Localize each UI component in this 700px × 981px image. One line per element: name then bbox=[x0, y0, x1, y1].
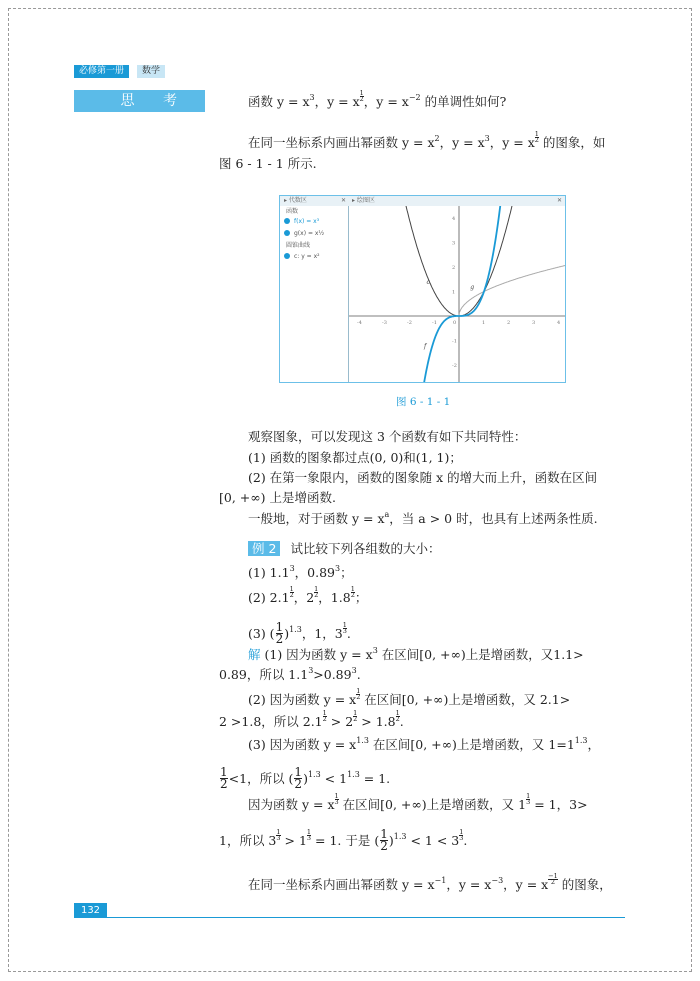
exponent: 3 bbox=[309, 93, 315, 102]
fraction-exponent bbox=[322, 708, 327, 723]
close-icon[interactable]: ✕ bbox=[340, 197, 346, 204]
x-tick-label: -2 bbox=[407, 320, 412, 326]
y-tick-label: 2 bbox=[452, 265, 456, 271]
text-run: 图 6 - 1 - 1 所示. bbox=[219, 156, 317, 171]
fraction-exponent bbox=[548, 871, 558, 886]
text-run: 的单调性如何? bbox=[420, 94, 507, 109]
fraction-part: 1 bbox=[356, 686, 361, 695]
visibility-dot[interactable] bbox=[284, 253, 290, 259]
exponent: 1.3 bbox=[356, 736, 369, 745]
text-line bbox=[219, 824, 468, 853]
y-tick-label: 1 bbox=[452, 289, 456, 296]
fraction-part: 2 bbox=[359, 95, 364, 103]
text-run: ，y = x bbox=[503, 877, 549, 892]
text-run: = 1，3> bbox=[530, 797, 588, 812]
text-line bbox=[248, 791, 588, 813]
fraction-exponent bbox=[353, 708, 358, 723]
text-run: < 1 < 3 bbox=[406, 833, 460, 848]
text-run: 2 >1.8，所以 2.1 bbox=[219, 714, 323, 729]
exponent: a bbox=[384, 510, 390, 519]
text-run: = 1. bbox=[359, 771, 391, 786]
fraction-exponent bbox=[306, 827, 312, 842]
exponent: 1.3 bbox=[574, 736, 588, 745]
text-run: ，2 bbox=[293, 590, 315, 605]
text-run: ) bbox=[284, 626, 290, 641]
x-tick-label: 0 bbox=[453, 320, 457, 326]
text-run: 一般地，对于函数 y = x bbox=[248, 511, 385, 526]
solution-label: 解 bbox=[248, 647, 261, 662]
text-run: ，y = x bbox=[489, 135, 535, 150]
exponent: 1.3 bbox=[289, 625, 302, 634]
text-line bbox=[248, 129, 606, 151]
example-label: 例 2 bbox=[248, 541, 280, 556]
text-line bbox=[219, 708, 404, 730]
fraction-exponent bbox=[526, 791, 531, 806]
fraction-part: 2 bbox=[550, 878, 556, 886]
exponent: 3 bbox=[308, 666, 314, 675]
fraction-part: 2 bbox=[350, 591, 355, 599]
fraction-part: 1 bbox=[459, 827, 464, 836]
fraction-part: 1 bbox=[395, 708, 400, 717]
text-run: ，y = x bbox=[314, 94, 360, 109]
f-entry[interactable] bbox=[284, 218, 319, 226]
exponent: 2 bbox=[434, 134, 440, 143]
fraction-exponent bbox=[314, 584, 319, 599]
text-run: ，1，3 bbox=[301, 626, 343, 641]
group-curves: 圆锥曲线 bbox=[286, 242, 311, 249]
text-line bbox=[248, 470, 597, 486]
y-tick-label: 3 bbox=[452, 240, 456, 247]
curve-label: c bbox=[426, 279, 430, 287]
text-run: ) bbox=[303, 771, 308, 786]
exponent: −3 bbox=[491, 876, 504, 885]
fraction-part: 3 bbox=[276, 834, 281, 842]
algebra-panel-title: ▸ 代数区 ✕ bbox=[280, 196, 348, 206]
text-run: ，y = x bbox=[363, 94, 409, 109]
text-run: = 1. 于是 ( bbox=[311, 833, 380, 848]
visibility-dot[interactable] bbox=[284, 230, 290, 236]
f-label: f(x) = x³ bbox=[294, 218, 320, 225]
text-run: 在区间[0, +∞)上是增函数，又1.1> bbox=[377, 647, 584, 662]
graph-plot bbox=[349, 206, 565, 382]
text-run: (3) ( bbox=[248, 626, 275, 641]
fraction-part: 1 bbox=[289, 584, 294, 593]
text-line bbox=[248, 617, 351, 646]
fraction-exponent bbox=[276, 827, 281, 842]
fraction-part: 2 bbox=[534, 136, 539, 144]
fraction-part: −1 bbox=[548, 871, 558, 880]
text-line bbox=[219, 490, 336, 506]
text-run: <1，所以 ( bbox=[228, 771, 294, 786]
fraction-exponent bbox=[356, 686, 361, 701]
text-line bbox=[248, 565, 353, 581]
text-run: 的图象， bbox=[557, 877, 612, 892]
fraction-exponent bbox=[350, 584, 355, 599]
visibility-dot[interactable] bbox=[284, 218, 290, 224]
fraction-part: 2 bbox=[314, 591, 319, 599]
footer-rule bbox=[107, 917, 625, 918]
fraction-part: 2 bbox=[322, 715, 327, 723]
fraction-part: 1 bbox=[353, 708, 358, 717]
c-label: c: y = x² bbox=[294, 253, 320, 260]
text-run: . bbox=[356, 667, 361, 682]
fraction-part: 1 bbox=[306, 827, 312, 836]
fraction-part: 2 bbox=[380, 839, 388, 853]
fraction-part: 1 bbox=[359, 88, 364, 97]
x-tick-label: 4 bbox=[557, 320, 561, 326]
algebra-title: 代数区 bbox=[288, 197, 307, 204]
text-line bbox=[248, 737, 600, 753]
text-run: . bbox=[399, 714, 404, 729]
exponent: −1 bbox=[434, 876, 447, 885]
text-run: ，y = x bbox=[439, 135, 485, 150]
x-tick-label: 2 bbox=[507, 320, 511, 326]
fraction-part: 3 bbox=[526, 798, 531, 806]
y-tick-label: -1 bbox=[452, 338, 457, 345]
fraction-part: 1 bbox=[380, 827, 388, 841]
text-line bbox=[219, 762, 391, 791]
text-line bbox=[248, 686, 571, 708]
fraction-part: 1 bbox=[526, 791, 531, 800]
exponent: 1.3 bbox=[347, 770, 360, 779]
text-run: . bbox=[346, 626, 351, 641]
y-tick-label: -2 bbox=[452, 363, 457, 369]
text-run: ； bbox=[354, 590, 368, 605]
fraction-part: 1 bbox=[334, 791, 339, 800]
x-tick-label: 3 bbox=[532, 320, 536, 326]
text-run: 函数 y = x bbox=[248, 94, 310, 109]
text-run: ，0.89 bbox=[294, 565, 335, 580]
text-line bbox=[248, 584, 368, 606]
text-run: ； bbox=[340, 565, 353, 580]
text-run: > 1.8 bbox=[357, 714, 396, 729]
x-tick-label: -4 bbox=[357, 320, 362, 326]
fraction-part: 1 bbox=[275, 620, 284, 634]
fraction-part: 2 bbox=[289, 591, 294, 599]
fraction-exponent bbox=[534, 129, 539, 144]
text-run: 在区间[0, +∞)上是增函数，又 2.1> bbox=[360, 692, 571, 707]
fraction-exponent bbox=[459, 827, 464, 842]
exponent: 3 bbox=[335, 564, 341, 573]
fraction-part: 1 bbox=[350, 584, 355, 593]
close-icon[interactable]: ✕ bbox=[556, 197, 562, 204]
text-run: ，1.8 bbox=[318, 590, 351, 605]
fraction-exponent bbox=[289, 584, 294, 599]
exponent: 3 bbox=[484, 134, 490, 143]
fraction-part: 2 bbox=[353, 715, 358, 723]
text-run: 在同一坐标系内画出幂函数 y = x bbox=[248, 135, 435, 150]
text-run: (3) 因为函数 y = x bbox=[248, 737, 357, 752]
fraction-part: 3 bbox=[342, 627, 347, 635]
text-run: ，当 a > 0 时，也具有上述两条性质. bbox=[389, 511, 598, 526]
fraction bbox=[380, 829, 388, 851]
fraction bbox=[276, 622, 284, 644]
text-line bbox=[248, 429, 526, 445]
text-run: 试比较下列各组数的大小： bbox=[290, 541, 441, 556]
g-entry[interactable] bbox=[284, 230, 324, 238]
text-run: ， bbox=[587, 737, 601, 752]
text-line bbox=[248, 647, 584, 663]
graphics-panel-title: ▸ 绘图区 ✕ bbox=[348, 196, 565, 206]
exponent: 3 bbox=[289, 564, 295, 573]
fraction-part: 1 bbox=[276, 827, 281, 836]
geogebra-figure bbox=[279, 195, 566, 383]
fraction-part: 1 bbox=[534, 129, 539, 138]
text-run: ，y = x bbox=[446, 877, 492, 892]
graphics-title: 绘图区 bbox=[356, 197, 375, 204]
think-box: 思 考 bbox=[74, 90, 205, 112]
fraction-exponent bbox=[334, 791, 339, 806]
subject-tag: 数学 bbox=[137, 65, 165, 78]
fraction-part: 1 bbox=[314, 584, 319, 593]
exponent: 1.3 bbox=[307, 770, 321, 779]
text-line bbox=[219, 156, 317, 172]
exponent: 3 bbox=[351, 666, 357, 675]
fraction-part: 1 bbox=[342, 620, 347, 629]
group-functions: 函数 bbox=[286, 208, 299, 215]
text-line bbox=[219, 667, 361, 683]
fraction-part: 3 bbox=[459, 834, 464, 842]
text-run: 0.89，所以 1.1 bbox=[219, 667, 309, 682]
curve-g-sqrt bbox=[459, 261, 565, 316]
text-run: 的图象，如 bbox=[538, 135, 606, 150]
text-run: >0.89 bbox=[313, 667, 352, 682]
text-run: [0, +∞) 上是增函数. bbox=[219, 490, 336, 505]
text-run: . bbox=[463, 833, 468, 848]
fraction-part: 2 bbox=[395, 715, 400, 723]
text-line bbox=[248, 450, 462, 466]
text-run: (1) 因为函数 y = x bbox=[260, 647, 373, 662]
text-run: 在同一坐标系内画出幂函数 y = x bbox=[248, 877, 435, 892]
fraction-part: 3 bbox=[334, 798, 339, 806]
text-run: > 2 bbox=[326, 714, 354, 729]
text-line bbox=[248, 511, 598, 527]
figure-caption: 图 6 - 1 - 1 bbox=[396, 396, 451, 408]
text-run: 在区间[0, +∞)上是增函数，又 1=1 bbox=[368, 737, 575, 752]
fraction-part: 2 bbox=[220, 777, 228, 791]
text-line bbox=[248, 541, 440, 557]
text-run: 在区间[0, +∞)上是增函数，又 1 bbox=[338, 797, 527, 812]
text-line bbox=[248, 88, 507, 110]
fraction-part: 1 bbox=[294, 765, 303, 779]
fraction bbox=[294, 767, 302, 789]
y-tick-label: 4 bbox=[452, 216, 456, 222]
curve-label: f bbox=[424, 342, 427, 350]
fraction-part: 2 bbox=[294, 777, 303, 791]
x-tick-label: -1 bbox=[432, 320, 437, 326]
fraction-part: 3 bbox=[306, 834, 312, 842]
book-tag: 必修第一册 bbox=[74, 65, 129, 78]
text-run: 观察图象，可以发现这 3 个函数有如下共同特性： bbox=[248, 429, 527, 444]
text-run: ) bbox=[388, 833, 394, 848]
fraction-part: 1 bbox=[322, 708, 327, 717]
text-run: (2) 2.1 bbox=[248, 590, 290, 605]
fraction-part: 2 bbox=[356, 693, 361, 701]
curve-label: g bbox=[470, 284, 475, 292]
fraction-exponent bbox=[395, 708, 400, 723]
x-tick-label: 1 bbox=[482, 320, 486, 326]
text-run: (2) 因为函数 y = x bbox=[248, 692, 357, 707]
fraction-exponent bbox=[359, 88, 364, 103]
text-run: (1) 函数的图象都过点(0, 0)和(1, 1)； bbox=[248, 450, 462, 465]
exponent: 1.3 bbox=[393, 832, 407, 841]
g-label: g(x) = x½ bbox=[294, 230, 325, 237]
exponent: 3 bbox=[372, 646, 378, 655]
text-run: < 1 bbox=[320, 771, 348, 786]
text-line bbox=[248, 871, 612, 893]
text-run: 1，所以 3 bbox=[219, 833, 277, 848]
text-run: (1) 1.1 bbox=[248, 565, 290, 580]
fraction-exponent bbox=[342, 620, 347, 635]
exponent: −2 bbox=[408, 93, 421, 102]
text-run: 因为函数 y = x bbox=[248, 797, 335, 812]
fraction bbox=[220, 767, 228, 789]
c-entry[interactable] bbox=[284, 253, 320, 261]
text-run: > 1 bbox=[280, 833, 307, 848]
page-number: 132 bbox=[74, 903, 107, 918]
fraction-part: 2 bbox=[275, 632, 284, 646]
fraction-part: 1 bbox=[220, 765, 228, 779]
x-tick-label: -3 bbox=[382, 320, 387, 326]
text-run: (2) 在第一象限内，函数的图象随 x 的增大而上升，函数在区间 bbox=[248, 470, 598, 485]
